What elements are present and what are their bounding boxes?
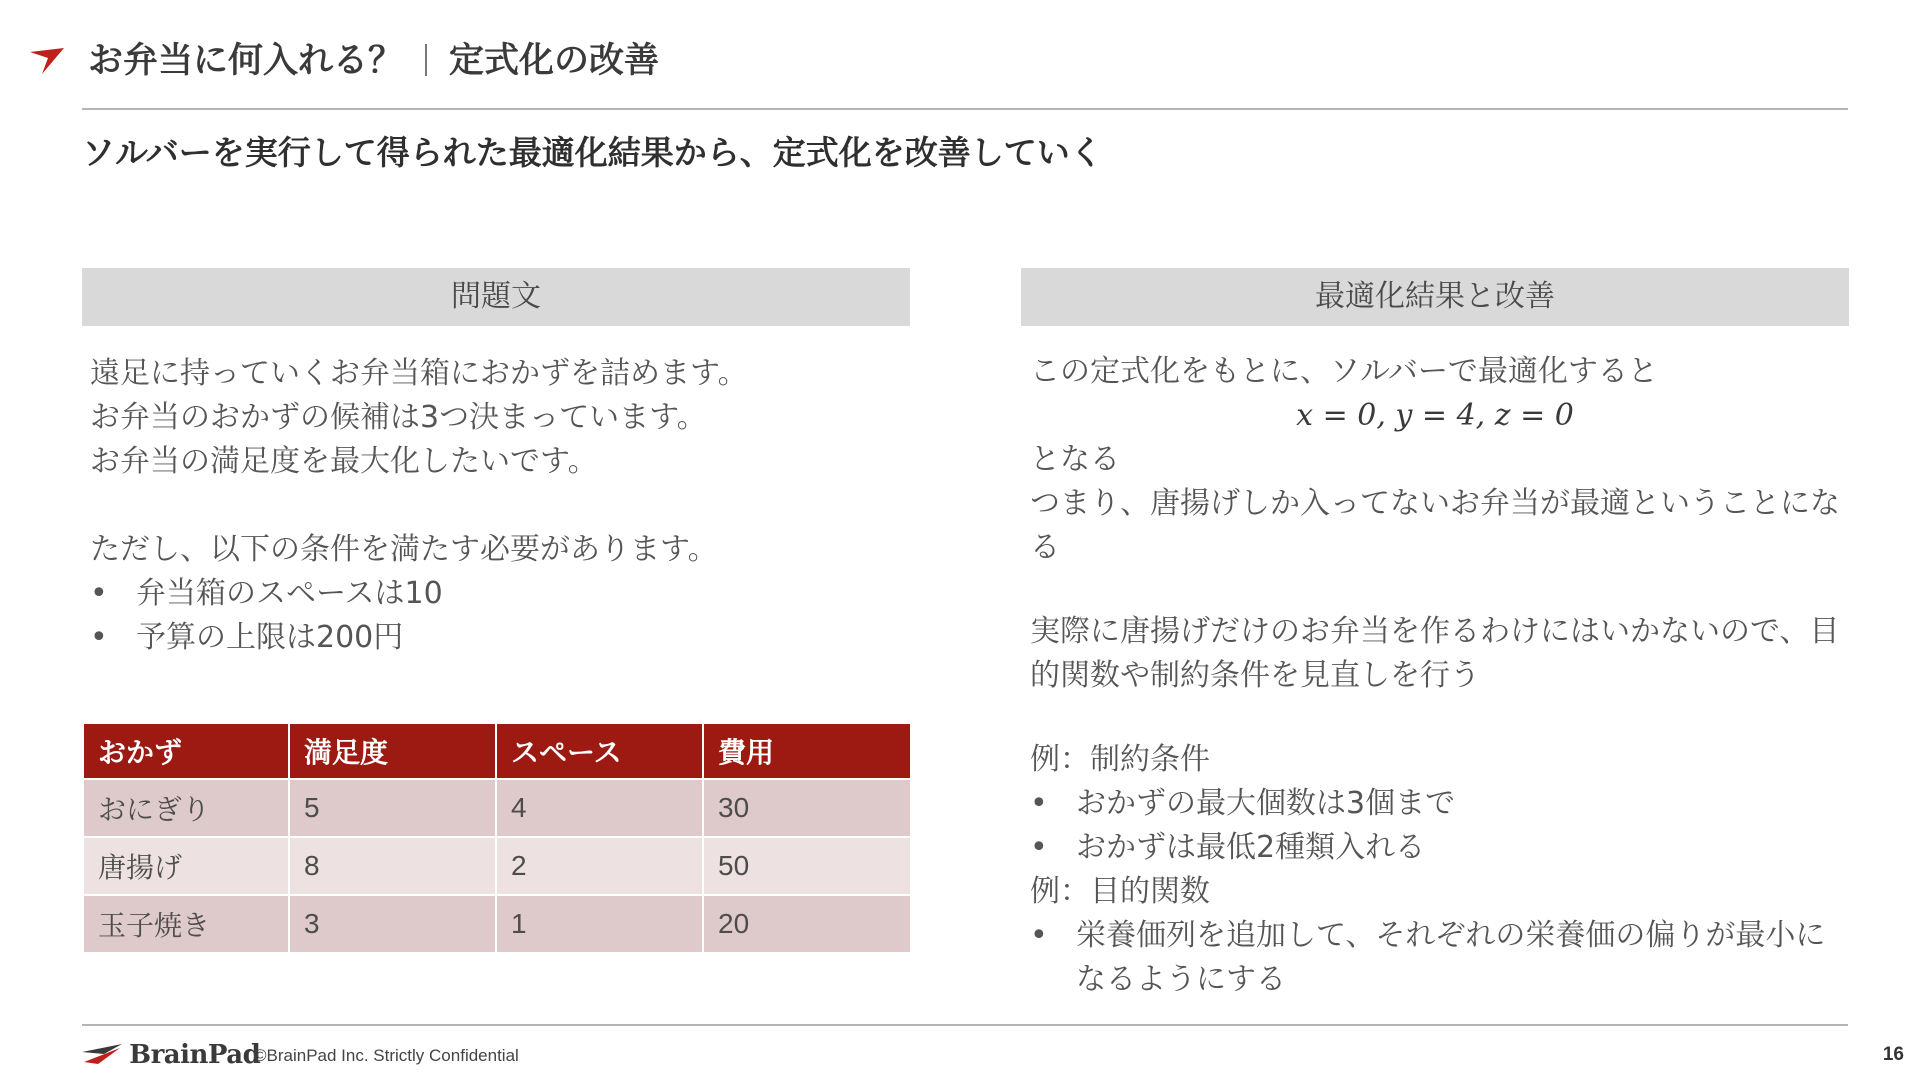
constraint-bullet: • おかずの最大個数は3個まで bbox=[1030, 782, 1850, 826]
column-header-cost: 費用 bbox=[703, 723, 911, 779]
footer-divider bbox=[82, 1024, 1848, 1026]
problem-line: お弁当の満足度を最大化したいです。 bbox=[90, 444, 598, 479]
column-header-satisfaction: 満足度 bbox=[289, 723, 496, 779]
table-cell: 2 bbox=[496, 837, 703, 895]
conditions-intro: ただし、以下の条件を満たす必要があります。 bbox=[90, 532, 718, 567]
table-row bbox=[83, 895, 911, 953]
result-intro: この定式化をもとに、ソルバーで最適化すると bbox=[1030, 354, 1658, 389]
solution-formula: x = 0, y = 4, z = 0 bbox=[1296, 398, 1574, 433]
table-cell: 5 bbox=[289, 779, 496, 837]
page-title-main: お弁当に何入れる？ bbox=[88, 41, 404, 81]
constraint-bullet: • おかずは最低2種類入れる bbox=[1030, 826, 1850, 870]
page-subtitle: ソルバーを実行して得られた最適化結果から、定式化を改善していく bbox=[82, 133, 1103, 172]
table-row bbox=[83, 779, 911, 837]
optimization-result bbox=[1030, 350, 1850, 1002]
table-cell: 50 bbox=[703, 837, 911, 895]
table-cell: 玉子焼き bbox=[83, 895, 289, 953]
title-divider bbox=[425, 44, 427, 76]
table-cell: 30 bbox=[703, 779, 911, 837]
table-cell: 8 bbox=[289, 837, 496, 895]
table-row bbox=[83, 837, 911, 895]
column-header-dish: おかず bbox=[83, 723, 289, 779]
brainpad-logo-icon bbox=[82, 1042, 124, 1068]
improvement-text: 実際に唐揚げだけのお弁当を作るわけにはいかないので、目的関数や制約条件を見直しを行う bbox=[1030, 614, 1840, 693]
page-title bbox=[88, 36, 659, 86]
table-cell: おにぎり bbox=[83, 779, 289, 837]
copyright-notice: ©BrainPad Inc. Strictly Confidential bbox=[254, 1046, 519, 1065]
condition-bullet: • 弁当箱のスペースは10 bbox=[90, 572, 900, 616]
result-panel-heading: 最適化結果と改善 bbox=[1021, 268, 1849, 326]
problem-statement bbox=[90, 352, 900, 660]
table-cell: 20 bbox=[703, 895, 911, 953]
example-objective-label: 例：目的関数 bbox=[1030, 874, 1210, 909]
problem-line: 遠足に持っていくお弁当箱におかずを詰めます。 bbox=[90, 356, 748, 391]
objective-bullet: • 栄養価列を追加して、それぞれの栄養価の偏りが最小になるようにする bbox=[1030, 914, 1850, 1002]
result-line: となる bbox=[1030, 442, 1120, 477]
brand-mark-icon bbox=[30, 48, 66, 74]
problem-line: お弁当のおかずの候補は3つ決まっています。 bbox=[90, 400, 707, 435]
table-cell: 4 bbox=[496, 779, 703, 837]
page-title-suffix: 定式化の改善 bbox=[449, 41, 660, 81]
brainpad-logo-text: BrainPad bbox=[129, 1040, 261, 1070]
header-divider bbox=[82, 108, 1848, 110]
result-explanation: つまり、唐揚げしか入ってないお弁当が最適ということになる bbox=[1030, 486, 1840, 565]
column-header-space: スペース bbox=[496, 723, 703, 779]
table-header-row bbox=[83, 723, 911, 779]
brainpad-logo bbox=[82, 1040, 260, 1070]
problem-panel-heading: 問題文 bbox=[82, 268, 910, 326]
table-cell: 1 bbox=[496, 895, 703, 953]
table-cell: 3 bbox=[289, 895, 496, 953]
table-cell: 唐揚げ bbox=[83, 837, 289, 895]
condition-bullet: • 予算の上限は200円 bbox=[90, 616, 900, 660]
page-number: 16 bbox=[1882, 1044, 1904, 1065]
example-constraints-label: 例：制約条件 bbox=[1030, 742, 1210, 777]
side-dish-table bbox=[82, 722, 912, 954]
